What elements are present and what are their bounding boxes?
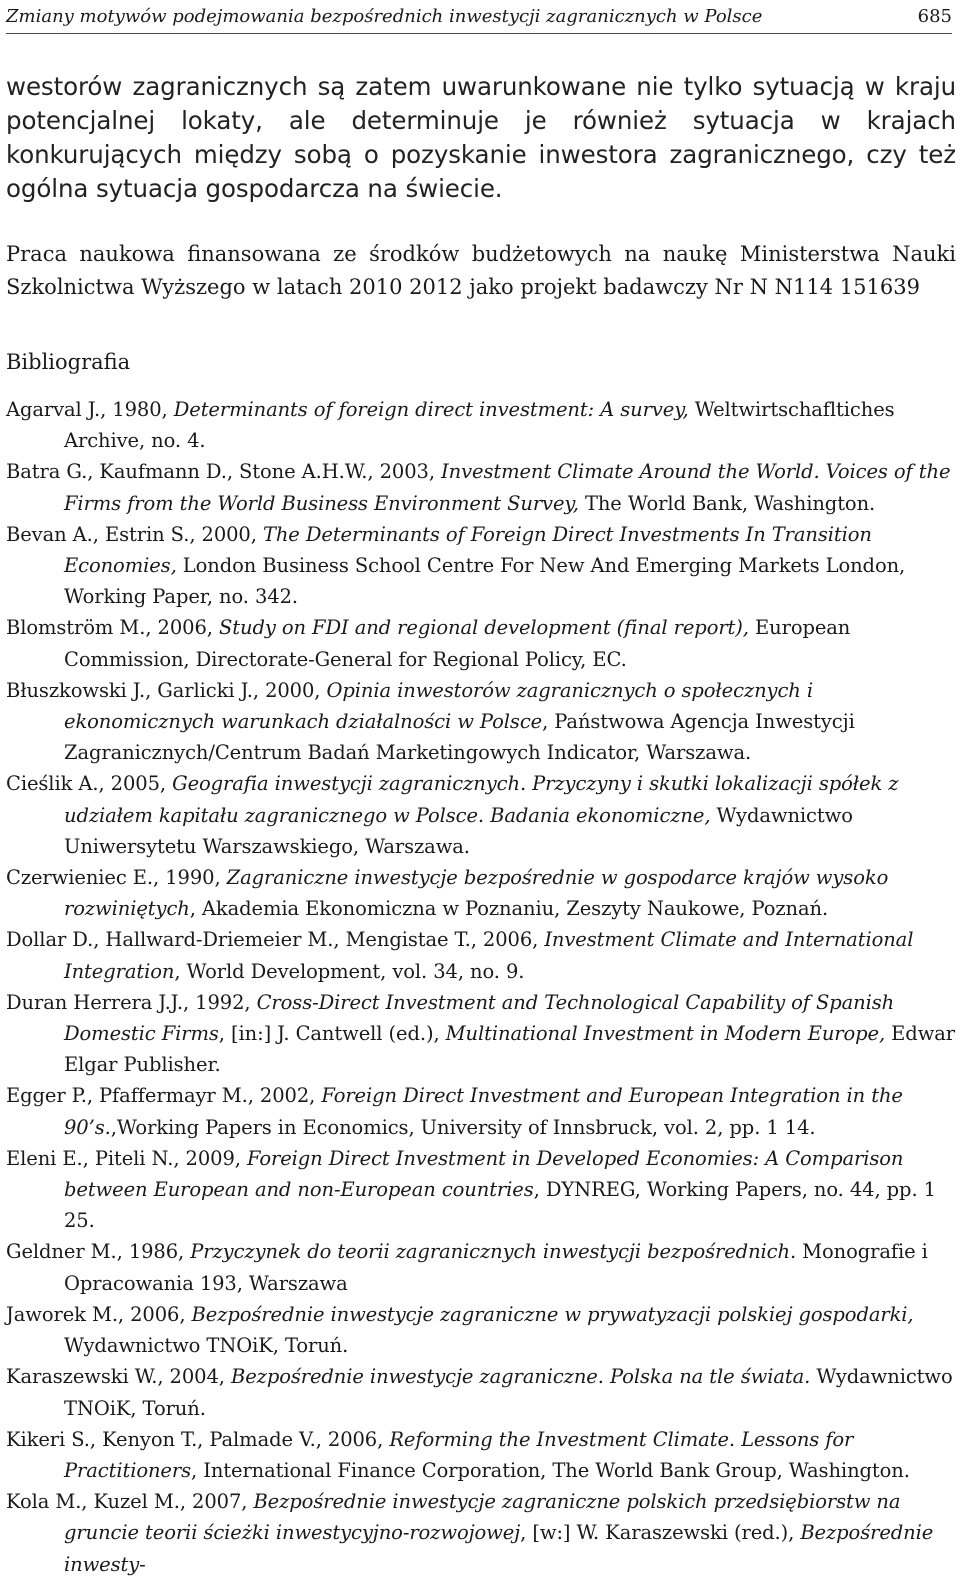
reference-item — [6, 1361, 956, 1423]
reference-authors: Blomström M. — [6, 616, 146, 640]
reference-authors: Błuszkowski J., Garlicki J. — [6, 678, 253, 702]
reference-text: , [in:] J. Cantwell (ed.), — [218, 1022, 446, 1046]
funding-note: Praca naukowa finansowana ze środków budżetowych na naukę Ministerstwa Nauki Szkolnictwa Wyższego w latach 2010 2012 jako projekt badawczy Nr N N114 151639 — [6, 242, 956, 299]
reference-authors: Karaszewski W. — [6, 1365, 158, 1389]
reference-title: Bezpośrednie inwestycje zagraniczne polskich przedsiębiorstw na gruncie teorii ścieżki inwestycyjno-rozwojowej — [64, 1490, 901, 1545]
reference-authors: Jaworek M. — [6, 1302, 118, 1326]
reference-text: , 2006, — [117, 1302, 192, 1326]
reference-title: Bezpośrednie inwestycje zagraniczne. Polska na tle świata. — [230, 1365, 811, 1389]
reference-authors: Dollar D., Hallward-Driemeier M., Mengistae T. — [6, 928, 471, 952]
reference-item — [6, 1143, 956, 1237]
reference-authors: Agarval J. — [6, 398, 101, 421]
reference-title: Investment Climate Around the World. Voices of the Firms from the World Business Environment Survey, — [64, 460, 951, 515]
reference-title: Geografia inwestycji zagranicznych. Przyczyny i skutki lokalizacji spółek z udziałem kapitału zagranicznego w Polsce. Badania ekonomiczne, — [64, 772, 899, 827]
reference-item — [6, 768, 956, 862]
body-paragraph: westorów zagranicznych są zatem uwarunkowane nie tylko sytuacją w kraju potencjalnej lokaty, ale determinuje je również sytuacja w krajach konkurujących między sobą o pozyskanie inwestora zagranicznego, czy też ogólna sytuacja gospodarcza na świecie. — [6, 72, 956, 203]
reference-authors: Batra G., Kaufmann D., Stone A.H.W. — [6, 460, 368, 484]
reference-text: , 2009, — [173, 1146, 247, 1170]
reference-item — [6, 519, 956, 613]
reference-item — [6, 394, 956, 456]
reference-text: , 1986, — [116, 1240, 191, 1264]
reference-authors: Czerwieniec E. — [6, 866, 154, 890]
reference-title: Foreign Direct Investment and European Integration in the 90’s. — [64, 1084, 903, 1139]
reference-text: , 2007, — [179, 1490, 254, 1514]
reference-item — [6, 1236, 956, 1298]
reference-text: European Commission, Directorate-General for Regional Policy, EC. — [64, 616, 851, 671]
page-number: 685 — [917, 6, 952, 27]
reference-title: Foreign Direct Investment in Developed Economies: A Comparison between European and non-European countries — [64, 1146, 904, 1202]
reference-text: , 2006, — [145, 616, 219, 640]
reference-text: , [w:] W. Karaszewski (red.), — [520, 1521, 801, 1545]
reference-text: ,Working Papers in Economics, University of Innsbruck, vol. 2, pp. 1 14. — [110, 1115, 816, 1139]
reference-item — [6, 675, 956, 769]
reference-authors: Geldner M. — [6, 1240, 117, 1264]
reference-title: Study on FDI and regional development (final report), — [218, 616, 749, 640]
reference-item — [6, 1486, 956, 1580]
reference-item — [6, 1299, 956, 1361]
reference-title: Reforming the Investment Climate. Lessons for Practitioners — [64, 1427, 854, 1482]
reference-title: The Determinants of Foreign Direct Investments In Transition Economies, — [64, 522, 872, 578]
reference-text: , 2003, — [367, 460, 442, 484]
reference-item — [6, 1080, 956, 1142]
running-header-title: Zmiany motywów podejmowania bezpośrednich inwestycji zagranicznych w Polsce — [6, 6, 763, 27]
reference-authors: Kikeri S., Kenyon T., Palmade V. — [6, 1427, 316, 1451]
reference-item — [6, 862, 956, 924]
reference-text: , 2000, — [252, 678, 327, 702]
reference-item — [6, 612, 956, 674]
reference-authors: Kola M., Kuzel M. — [6, 1490, 180, 1514]
bibliography-heading: Bibliografia — [6, 350, 131, 374]
reference-text: Weltwirtschafltiches Archive, no. 4. — [64, 398, 895, 453]
reference-text: Edwar Elgar Publisher. — [64, 1022, 956, 1077]
reference-authors: Egger P., Pfaffermayr M. — [6, 1084, 248, 1108]
reference-text: , 2006, — [315, 1427, 390, 1451]
reference-text: , International Finance Corporation, The World Bank Group, Washington. — [191, 1458, 910, 1482]
reference-authors: Eleni E., Piteli N. — [6, 1146, 174, 1170]
reference-item — [6, 924, 956, 986]
reference-text: , Akademia Ekonomiczna w Poznaniu, Zeszyty Naukowe, Poznań. — [189, 897, 829, 921]
reference-text: Monografie i Opracowania 193, Warszawa — [64, 1240, 928, 1295]
reference-text: , 2006, — [470, 928, 545, 952]
reference-text: , DYNREG, Working Papers, no. 44, pp. 1 25. — [64, 1178, 936, 1233]
reference-item — [6, 1424, 956, 1486]
running-header — [6, 0, 952, 34]
reference-text: , 2005, — [98, 772, 173, 796]
reference-title: Investment Climate and International Integration — [64, 928, 914, 983]
reference-item — [6, 987, 956, 1081]
reference-text: , 1992, — [182, 990, 257, 1014]
reference-title: Multinational Investment in Modern Europe, — [445, 1022, 886, 1046]
reference-text: London Business School Centre For New And Emerging Markets London, Working Paper, no. 342. — [64, 554, 906, 609]
reference-title: Przyczynek do teorii zagranicznych inwestycji bezpośrednich. — [190, 1240, 797, 1264]
reference-title: Opinia inwestorów zagranicznych o społecznych i ekonomicznych warunkach działalności w Polsce — [64, 678, 813, 734]
reference-title: Cross-Direct Investment and Technological Capability of Spanish Domestic Firms — [64, 990, 895, 1046]
reference-text: , Państwowa Agencja Inwestycji Zagranicznych/Centrum Badań Marketingowych Indicator, Warszawa. — [64, 710, 855, 765]
reference-text: The World Bank, Washington. — [578, 491, 876, 515]
reference-authors: Duran Herrera J.J. — [6, 990, 183, 1014]
reference-title: Determinants of foreign direct investment: A survey, — [173, 398, 689, 421]
reference-text: Wydawnictwo TNOiK, Toruń. — [64, 1365, 953, 1420]
reference-text: , 2002, — [247, 1084, 322, 1108]
reference-title: Bezpośrednie inwesty- — [64, 1521, 934, 1576]
reference-text: Wydawnictwo Uniwersytetu Warszawskiego, Warszawa. — [64, 803, 853, 858]
reference-authors: Cieślik A. — [6, 772, 99, 796]
reference-title: Zagraniczne inwestycje bezpośrednie w gospodarce krajów wysoko rozwiniętych — [64, 866, 889, 921]
reference-text: , World Development, vol. 34, no. 9. — [174, 959, 525, 983]
reference-title: Bezpośrednie inwestycje zagraniczne w prywatyzacji polskiej gospodarki, — [191, 1302, 914, 1326]
reference-text: , 1980, — [100, 398, 174, 421]
reference-text: , 2000, — [189, 522, 263, 546]
reference-text: Wydawnictwo TNOiK, Toruń. — [64, 1334, 349, 1358]
reference-text: , 1990, — [153, 866, 227, 890]
reference-item — [6, 456, 956, 518]
reference-text: , 2004, — [157, 1365, 231, 1389]
reference-list — [6, 394, 956, 1580]
reference-authors: Bevan A., Estrin S. — [6, 522, 190, 546]
